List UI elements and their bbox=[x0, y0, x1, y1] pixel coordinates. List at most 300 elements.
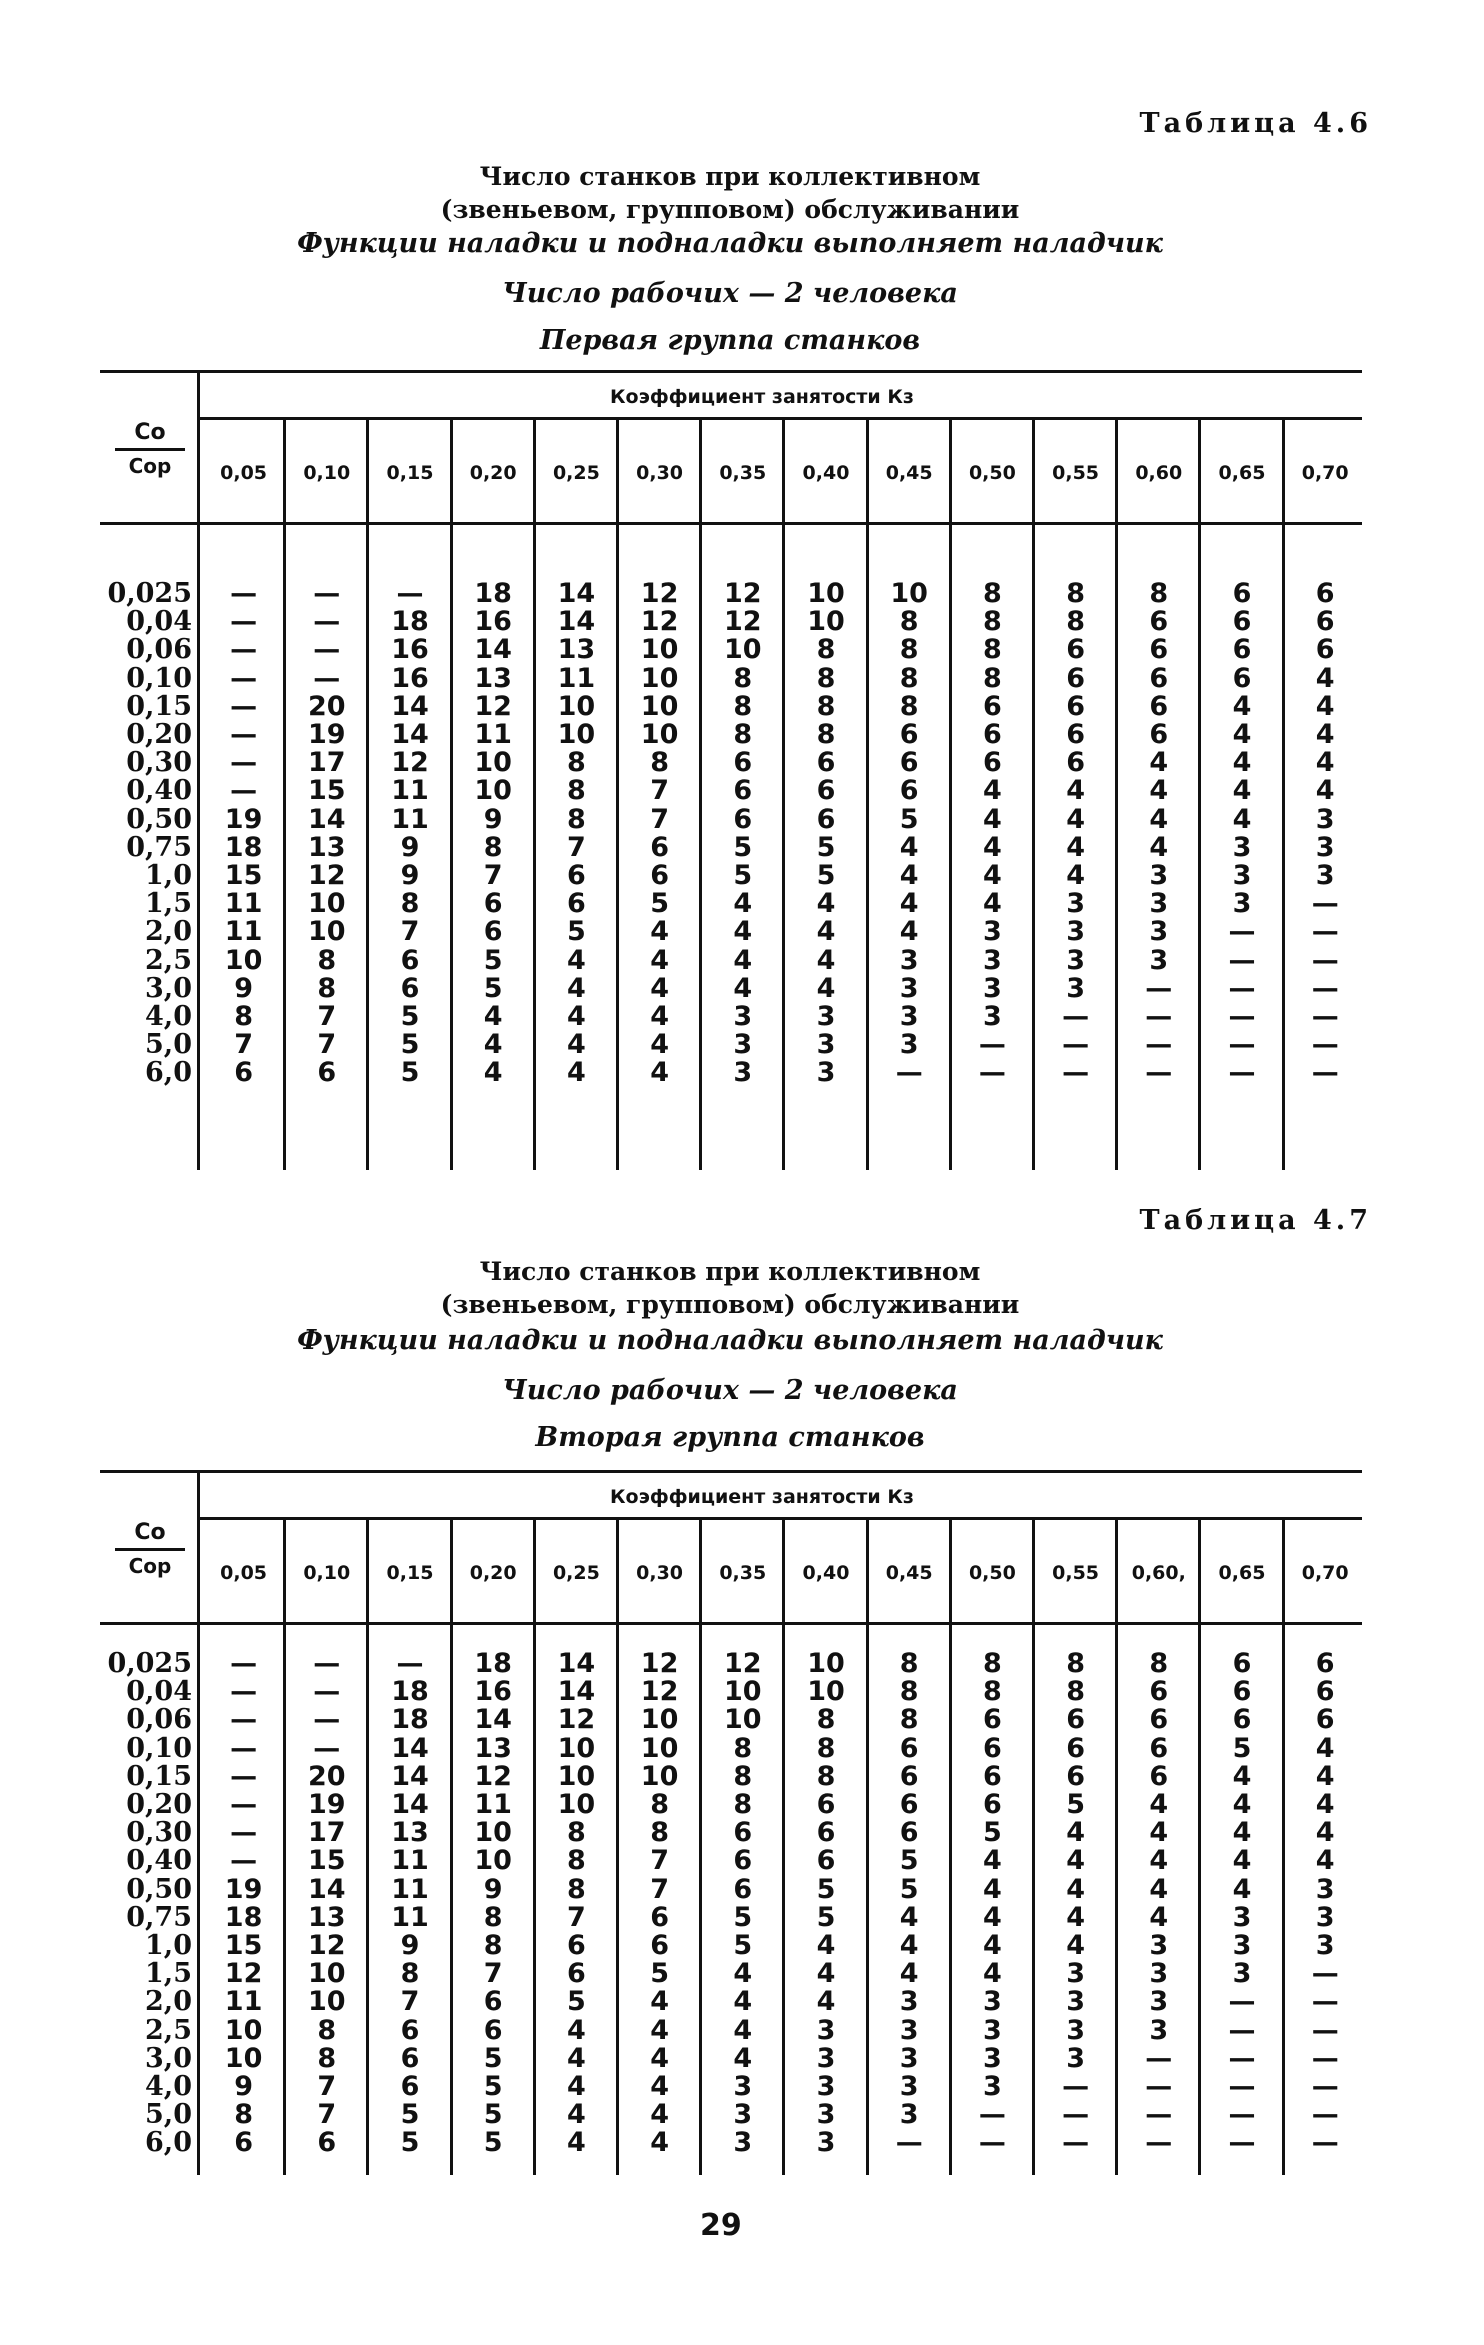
table-cell: 6 bbox=[1149, 690, 1169, 722]
table-cell: 6 bbox=[1315, 634, 1335, 666]
table-cell: 12 bbox=[723, 1648, 762, 1679]
table-cell: — bbox=[1311, 1057, 1339, 1089]
table-cell: 3 bbox=[899, 2099, 919, 2131]
table-cell: — bbox=[1311, 2099, 1339, 2131]
table-cell: 19 bbox=[307, 1789, 346, 1820]
table-cell: 8 bbox=[566, 803, 586, 835]
table-cell: 14 bbox=[557, 1648, 596, 1679]
table-cell: 18 bbox=[224, 1901, 263, 1933]
machines-table bbox=[100, 1470, 1362, 2175]
table-cell: 8 bbox=[483, 1930, 503, 1961]
table-cell: 8 bbox=[650, 1789, 669, 1820]
table-cell: 4 bbox=[1315, 662, 1335, 694]
table-cell: — bbox=[313, 578, 341, 609]
table-cell: 6 bbox=[1315, 578, 1335, 609]
table-cell: 6 bbox=[816, 803, 836, 835]
column-divider bbox=[699, 1517, 702, 2175]
table-cell: 3 bbox=[982, 944, 1002, 976]
column-header: 0,30 bbox=[636, 1562, 684, 1584]
table-cell: — bbox=[396, 578, 424, 609]
table-cell: 7 bbox=[566, 1901, 586, 1933]
table-cell: 4 bbox=[566, 2099, 586, 2131]
table-cell: 8 bbox=[483, 831, 503, 863]
table-cell: 8 bbox=[566, 747, 586, 779]
table-cell: 5 bbox=[816, 831, 836, 863]
table-cell: 10 bbox=[224, 944, 263, 976]
table-cell: 4 bbox=[1232, 719, 1252, 750]
column-divider bbox=[366, 417, 369, 1170]
table-cell: 3 bbox=[982, 2042, 1002, 2074]
table-cell: 5 bbox=[400, 1001, 420, 1032]
table-cell: 4 bbox=[650, 916, 669, 948]
table-cell: 5 bbox=[733, 1901, 753, 1933]
table-cell: 6 bbox=[816, 775, 836, 807]
table-cell: 4 bbox=[899, 860, 919, 891]
row-label: 0,025 bbox=[107, 578, 192, 609]
table-cell: 5 bbox=[816, 1873, 836, 1905]
table-cell: — bbox=[230, 690, 258, 722]
table-cell: 8 bbox=[1066, 578, 1085, 609]
table-group-note: Вторая группа станков bbox=[535, 1422, 925, 1453]
table-cell: 3 bbox=[1149, 1930, 1169, 1961]
table-cell: 15 bbox=[224, 860, 263, 891]
table-cell: — bbox=[1062, 2127, 1090, 2159]
table-cell: 10 bbox=[807, 1676, 845, 1708]
table-cell: 9 bbox=[400, 831, 420, 863]
table-cell: 8 bbox=[317, 2014, 337, 2046]
table-cell: 6 bbox=[650, 1901, 669, 1933]
table-cell: — bbox=[1145, 972, 1173, 1004]
table-cell: 5 bbox=[650, 888, 669, 920]
table-cell: 3 bbox=[1066, 1986, 1085, 2018]
table-cell: — bbox=[1311, 2014, 1339, 2046]
table-cell: 8 bbox=[234, 1001, 253, 1032]
table-cell: 4 bbox=[1232, 775, 1252, 807]
row-label: 1,0 bbox=[145, 860, 192, 891]
table-cell: 7 bbox=[234, 1029, 253, 1061]
table-cell: 4 bbox=[650, 2099, 669, 2131]
table-cell: 10 bbox=[307, 916, 346, 948]
table-cell: — bbox=[230, 634, 258, 666]
table-cell: 12 bbox=[474, 1760, 512, 1792]
table-cell: 11 bbox=[391, 775, 429, 807]
table-cell: 4 bbox=[483, 1001, 503, 1032]
table-cell: 4 bbox=[899, 1930, 919, 1961]
table-cell: 6 bbox=[650, 860, 669, 891]
table-cell: 10 bbox=[723, 1676, 762, 1708]
row-label: 0,50 bbox=[126, 1873, 192, 1905]
column-header: 0,55 bbox=[1052, 462, 1100, 484]
table-cell: — bbox=[313, 1732, 341, 1764]
table-cell: 8 bbox=[899, 1648, 919, 1679]
table-cell: 7 bbox=[650, 775, 669, 807]
table-label: Таблица 4.7 bbox=[1139, 1205, 1372, 1236]
table-cell: 8 bbox=[982, 1648, 1002, 1679]
table-cell: 13 bbox=[307, 1901, 346, 1933]
table-cell: — bbox=[1228, 1986, 1256, 2018]
table-cell: 6 bbox=[982, 747, 1002, 779]
column-header: 0,15 bbox=[386, 462, 434, 484]
row-label: 0,20 bbox=[126, 719, 192, 750]
row-label: 3,0 bbox=[145, 2042, 192, 2074]
table-cell: 3 bbox=[899, 944, 919, 976]
table-cell: 10 bbox=[557, 1732, 596, 1764]
table-cell: 16 bbox=[391, 634, 429, 666]
table-cell: 4 bbox=[816, 888, 836, 920]
table-cell: 5 bbox=[650, 1958, 669, 1990]
table-cell: — bbox=[313, 606, 341, 638]
table-cell: — bbox=[396, 1648, 424, 1679]
table-cell: 6 bbox=[982, 1704, 1002, 1736]
column-divider bbox=[1282, 1517, 1285, 2175]
table-cell: 6 bbox=[733, 747, 753, 779]
table-cell: — bbox=[1228, 1057, 1256, 1089]
table-cell: — bbox=[1062, 1029, 1090, 1061]
table-cell: 4 bbox=[899, 1901, 919, 1933]
table-cell: 4 bbox=[1315, 1817, 1335, 1849]
column-header: 0,45 bbox=[885, 1562, 933, 1584]
table-cell: 3 bbox=[816, 1057, 836, 1089]
table-cell: 4 bbox=[982, 1873, 1002, 1905]
table-cell: 3 bbox=[816, 2042, 836, 2074]
table-cell: 10 bbox=[224, 2014, 263, 2046]
table-cell: — bbox=[1228, 1029, 1256, 1061]
table-cell: 16 bbox=[391, 662, 429, 694]
table-cell: — bbox=[1145, 2042, 1173, 2074]
column-divider bbox=[533, 417, 536, 1170]
table-cell: 8 bbox=[982, 634, 1002, 666]
table-cell: 6 bbox=[816, 1789, 836, 1820]
table-cell: 3 bbox=[816, 1001, 836, 1032]
table-cell: 12 bbox=[640, 606, 679, 638]
table-cell: 4 bbox=[1315, 1732, 1335, 1764]
table-cell: 10 bbox=[640, 1760, 679, 1792]
table-cell: 6 bbox=[1066, 1732, 1085, 1764]
table-cell: — bbox=[1062, 2071, 1090, 2102]
table-cell: 3 bbox=[1315, 803, 1335, 835]
row-label: 3,0 bbox=[145, 972, 192, 1004]
table-label: Таблица 4.6 bbox=[1139, 108, 1372, 139]
table-cell: 3 bbox=[1232, 1901, 1252, 1933]
table-cell: 8 bbox=[733, 690, 753, 722]
table-cell: — bbox=[1311, 1986, 1339, 2018]
table-cell: 8 bbox=[733, 662, 753, 694]
table-cell: 4 bbox=[816, 1930, 836, 1961]
column-divider bbox=[1115, 1517, 1118, 2175]
table-cell: 17 bbox=[307, 747, 346, 779]
table-cell: 19 bbox=[307, 719, 346, 750]
table-cell: 4 bbox=[1232, 1845, 1252, 1877]
table-cell: 8 bbox=[1149, 1648, 1169, 1679]
row-label: 0,04 bbox=[126, 606, 192, 638]
page-number: 29 bbox=[700, 2208, 742, 2243]
table-cell: 6 bbox=[1149, 1676, 1169, 1708]
column-header: 0,05 bbox=[220, 1562, 268, 1584]
table-cell: 4 bbox=[982, 888, 1002, 920]
table-cell: 10 bbox=[890, 578, 928, 609]
table-cell: 3 bbox=[1315, 1873, 1335, 1905]
column-header: 0,50 bbox=[968, 1562, 1016, 1584]
table-cell: 3 bbox=[899, 2014, 919, 2046]
table-cell: 6 bbox=[1149, 662, 1169, 694]
table-cell: 6 bbox=[1315, 606, 1335, 638]
row-label: 5,0 bbox=[145, 1029, 192, 1061]
table-cell: 4 bbox=[650, 1057, 669, 1089]
table-cell: 10 bbox=[807, 578, 845, 609]
table-cell: 4 bbox=[899, 831, 919, 863]
column-divider bbox=[1032, 1517, 1035, 2175]
row-label: 2,0 bbox=[145, 916, 192, 948]
table-cell: 9 bbox=[400, 860, 420, 891]
table-cell: 6 bbox=[982, 1789, 1002, 1820]
table-cell: 4 bbox=[816, 972, 836, 1004]
table-cell: 4 bbox=[982, 775, 1002, 807]
table-cell: 4 bbox=[982, 803, 1002, 835]
column-header: 0,35 bbox=[719, 1562, 767, 1584]
table-cell: 8 bbox=[816, 690, 836, 722]
table-cell: 3 bbox=[1232, 1930, 1252, 1961]
table-cell: 8 bbox=[982, 606, 1002, 638]
table-cell: — bbox=[1228, 1001, 1256, 1032]
column-divider bbox=[533, 1517, 536, 2175]
column-divider bbox=[866, 417, 869, 1170]
table-cell: 5 bbox=[1066, 1789, 1085, 1820]
table-cell: 6 bbox=[400, 2042, 420, 2074]
table-cell: 10 bbox=[640, 662, 679, 694]
row-label: 0,06 bbox=[126, 1704, 192, 1736]
table-cell: 4 bbox=[1066, 1901, 1085, 1933]
table-cell: — bbox=[1311, 2071, 1339, 2102]
column-divider bbox=[450, 417, 453, 1170]
table-cell: 16 bbox=[474, 1676, 512, 1708]
table-cell: 7 bbox=[317, 2071, 337, 2102]
table-cell: 14 bbox=[391, 719, 429, 750]
column-divider bbox=[699, 417, 702, 1170]
table-cell: 6 bbox=[566, 888, 586, 920]
row-label: 2,5 bbox=[145, 944, 192, 976]
table-cell: 11 bbox=[391, 1901, 429, 1933]
table-cell: 3 bbox=[1149, 2014, 1169, 2046]
table-cell: 3 bbox=[899, 1029, 919, 1061]
table-cell: 8 bbox=[650, 747, 669, 779]
table-cell: 20 bbox=[307, 1760, 346, 1792]
table-cell: 10 bbox=[557, 719, 596, 750]
table-cell: 8 bbox=[1066, 606, 1085, 638]
table-cell: 3 bbox=[899, 2042, 919, 2074]
table-cell: 4 bbox=[1149, 1901, 1169, 1933]
table-cell: 14 bbox=[391, 1732, 429, 1764]
table-cell: 4 bbox=[1066, 1930, 1085, 1961]
table-cell: 6 bbox=[1066, 690, 1085, 722]
table-cell: 3 bbox=[982, 1986, 1002, 2018]
column-divider bbox=[1115, 417, 1118, 1170]
ratio-numerator: Co bbox=[134, 1520, 166, 1545]
table-cell: 5 bbox=[816, 1901, 836, 1933]
table-cell: 3 bbox=[733, 2071, 753, 2102]
table-cell: 10 bbox=[640, 690, 679, 722]
table-cell: 5 bbox=[733, 1930, 753, 1961]
column-header: 0,55 bbox=[1052, 1562, 1100, 1584]
table-title-line1: Число станков при коллективном bbox=[479, 1257, 981, 1286]
table-cell: — bbox=[230, 719, 258, 750]
row-label: 2,5 bbox=[145, 2014, 192, 2046]
table-cell: 6 bbox=[733, 803, 753, 835]
table-cell: 4 bbox=[1149, 1817, 1169, 1849]
table-cell: 6 bbox=[1232, 578, 1252, 609]
table-cell: 8 bbox=[899, 1676, 919, 1708]
table-cell: 4 bbox=[1066, 775, 1085, 807]
table-cell: — bbox=[313, 1676, 341, 1708]
table-cell: 4 bbox=[650, 1986, 669, 2018]
table-cell: 5 bbox=[899, 1873, 919, 1905]
table-cell: 4 bbox=[733, 2014, 753, 2046]
table-cell: 6 bbox=[899, 775, 919, 807]
table-cell: 4 bbox=[566, 1001, 586, 1032]
table-title-line2: (звеньевом, групповом) обслуживании bbox=[440, 1290, 1020, 1319]
table-cell: 6 bbox=[1315, 1648, 1335, 1679]
table-cell: 12 bbox=[474, 690, 512, 722]
table-cell: — bbox=[978, 1029, 1006, 1061]
column-divider bbox=[949, 1517, 952, 2175]
table-group-note: Первая группа станков bbox=[539, 325, 921, 356]
table-cell: 8 bbox=[816, 1760, 836, 1792]
table-cell: 6 bbox=[733, 1817, 753, 1849]
table-cell: 6 bbox=[982, 1732, 1002, 1764]
row-label: 0,75 bbox=[126, 831, 192, 863]
table-cell: 11 bbox=[391, 803, 429, 835]
row-label: 4,0 bbox=[145, 1001, 192, 1032]
table-cell: 4 bbox=[1232, 690, 1252, 722]
table-cell: 8 bbox=[733, 1789, 753, 1820]
table-cell: 8 bbox=[899, 1704, 919, 1736]
column-divider bbox=[1198, 1517, 1201, 2175]
column-header: 0,20 bbox=[469, 1562, 517, 1584]
table-cell: 6 bbox=[234, 2127, 253, 2159]
table-cell: 4 bbox=[1149, 1789, 1169, 1820]
table-cell: 6 bbox=[1149, 634, 1169, 666]
table-cell: — bbox=[313, 634, 341, 666]
table-cell: 6 bbox=[1232, 1676, 1252, 1708]
table-cell: 5 bbox=[733, 860, 753, 891]
table-cell: 10 bbox=[723, 1704, 762, 1736]
table-cell: 6 bbox=[899, 1760, 919, 1792]
table-cell: 4 bbox=[1315, 690, 1335, 722]
table-cell: 7 bbox=[400, 916, 420, 948]
table-cell: 8 bbox=[899, 662, 919, 694]
table-cell: 3 bbox=[1149, 944, 1169, 976]
table-cell: 6 bbox=[1232, 634, 1252, 666]
table-cell: 10 bbox=[224, 2042, 263, 2074]
column-divider bbox=[616, 1517, 619, 2175]
table-cell: 15 bbox=[307, 775, 346, 807]
table-cell: 4 bbox=[1315, 775, 1335, 807]
table-cell: — bbox=[230, 1817, 258, 1849]
table-cell: 4 bbox=[483, 1057, 503, 1089]
table-cell: 6 bbox=[400, 2071, 420, 2102]
ratio-corner-header bbox=[105, 420, 195, 478]
table-cell: 6 bbox=[1232, 606, 1252, 638]
table-cell: 6 bbox=[317, 1057, 337, 1089]
table-cell: 14 bbox=[474, 1704, 512, 1736]
table-cell: 11 bbox=[474, 1789, 512, 1820]
table-cell: 4 bbox=[650, 972, 669, 1004]
table-cell: — bbox=[1311, 2127, 1339, 2159]
machines-table bbox=[100, 370, 1362, 1170]
table-cell: 13 bbox=[557, 634, 596, 666]
table-cell: 6 bbox=[1066, 1704, 1085, 1736]
column-header: 0,40 bbox=[802, 1562, 850, 1584]
table-cell: 6 bbox=[1315, 1676, 1335, 1708]
table-cell: — bbox=[978, 1057, 1006, 1089]
table-cell: 4 bbox=[1066, 831, 1085, 863]
table-cell: 4 bbox=[1149, 803, 1169, 835]
table-cell: 14 bbox=[391, 1789, 429, 1820]
table-cell: 3 bbox=[899, 1001, 919, 1032]
column-header: 0,50 bbox=[968, 462, 1016, 484]
table-cell: 10 bbox=[307, 888, 346, 920]
table-cell: 10 bbox=[723, 634, 762, 666]
table-cell: 10 bbox=[474, 775, 512, 807]
row-label: 0,10 bbox=[126, 1732, 192, 1764]
row-label: 0,20 bbox=[126, 1789, 192, 1820]
table-cell: 10 bbox=[307, 1986, 346, 2018]
column-divider bbox=[782, 417, 785, 1170]
table-cell: 3 bbox=[899, 1986, 919, 2018]
table-cell: 4 bbox=[733, 888, 753, 920]
table-cell: 4 bbox=[816, 944, 836, 976]
table-cell: 6 bbox=[1232, 1704, 1252, 1736]
table-cell: 18 bbox=[391, 606, 429, 638]
column-header: 0,65 bbox=[1218, 462, 1266, 484]
table-cell: 19 bbox=[224, 803, 263, 835]
table-cell: — bbox=[1228, 2014, 1256, 2046]
table-cell: 6 bbox=[733, 1845, 753, 1877]
table-cell: 4 bbox=[982, 831, 1002, 863]
table-cell: 4 bbox=[650, 1001, 669, 1032]
row-label: 1,5 bbox=[145, 1958, 192, 1990]
table-cell: — bbox=[1311, 1958, 1339, 1990]
column-header: 0,25 bbox=[552, 1562, 600, 1584]
table-cell: 7 bbox=[483, 860, 503, 891]
column-header: 0,05 bbox=[220, 462, 268, 484]
table-cell: 6 bbox=[483, 916, 503, 948]
table-cell: 5 bbox=[483, 2071, 503, 2102]
table-cell: 4 bbox=[982, 860, 1002, 891]
table-cell: 6 bbox=[1149, 606, 1169, 638]
table-cell: 8 bbox=[1149, 578, 1169, 609]
table-cell: 3 bbox=[1315, 831, 1335, 863]
table-cell: 9 bbox=[234, 2071, 253, 2102]
table-cell: 8 bbox=[566, 1873, 586, 1905]
table-cell: 6 bbox=[483, 888, 503, 920]
table-cell: 10 bbox=[557, 1760, 596, 1792]
table-cell: 4 bbox=[1315, 1789, 1335, 1820]
table-cell: 6 bbox=[1149, 1732, 1169, 1764]
table-cell: 4 bbox=[1232, 1817, 1252, 1849]
row-label: 0,15 bbox=[126, 690, 192, 722]
table-cell: 8 bbox=[816, 662, 836, 694]
table-cell: 10 bbox=[557, 690, 596, 722]
table-cell: 3 bbox=[733, 1029, 753, 1061]
table-cell: 4 bbox=[650, 2127, 669, 2159]
table-cell: — bbox=[1062, 1001, 1090, 1032]
column-divider bbox=[283, 1517, 286, 2175]
column-divider bbox=[1032, 417, 1035, 1170]
table-cell: — bbox=[230, 662, 258, 694]
table-cell: 19 bbox=[224, 1873, 263, 1905]
table-cell: — bbox=[1062, 2099, 1090, 2131]
column-header: 0,30 bbox=[636, 462, 684, 484]
